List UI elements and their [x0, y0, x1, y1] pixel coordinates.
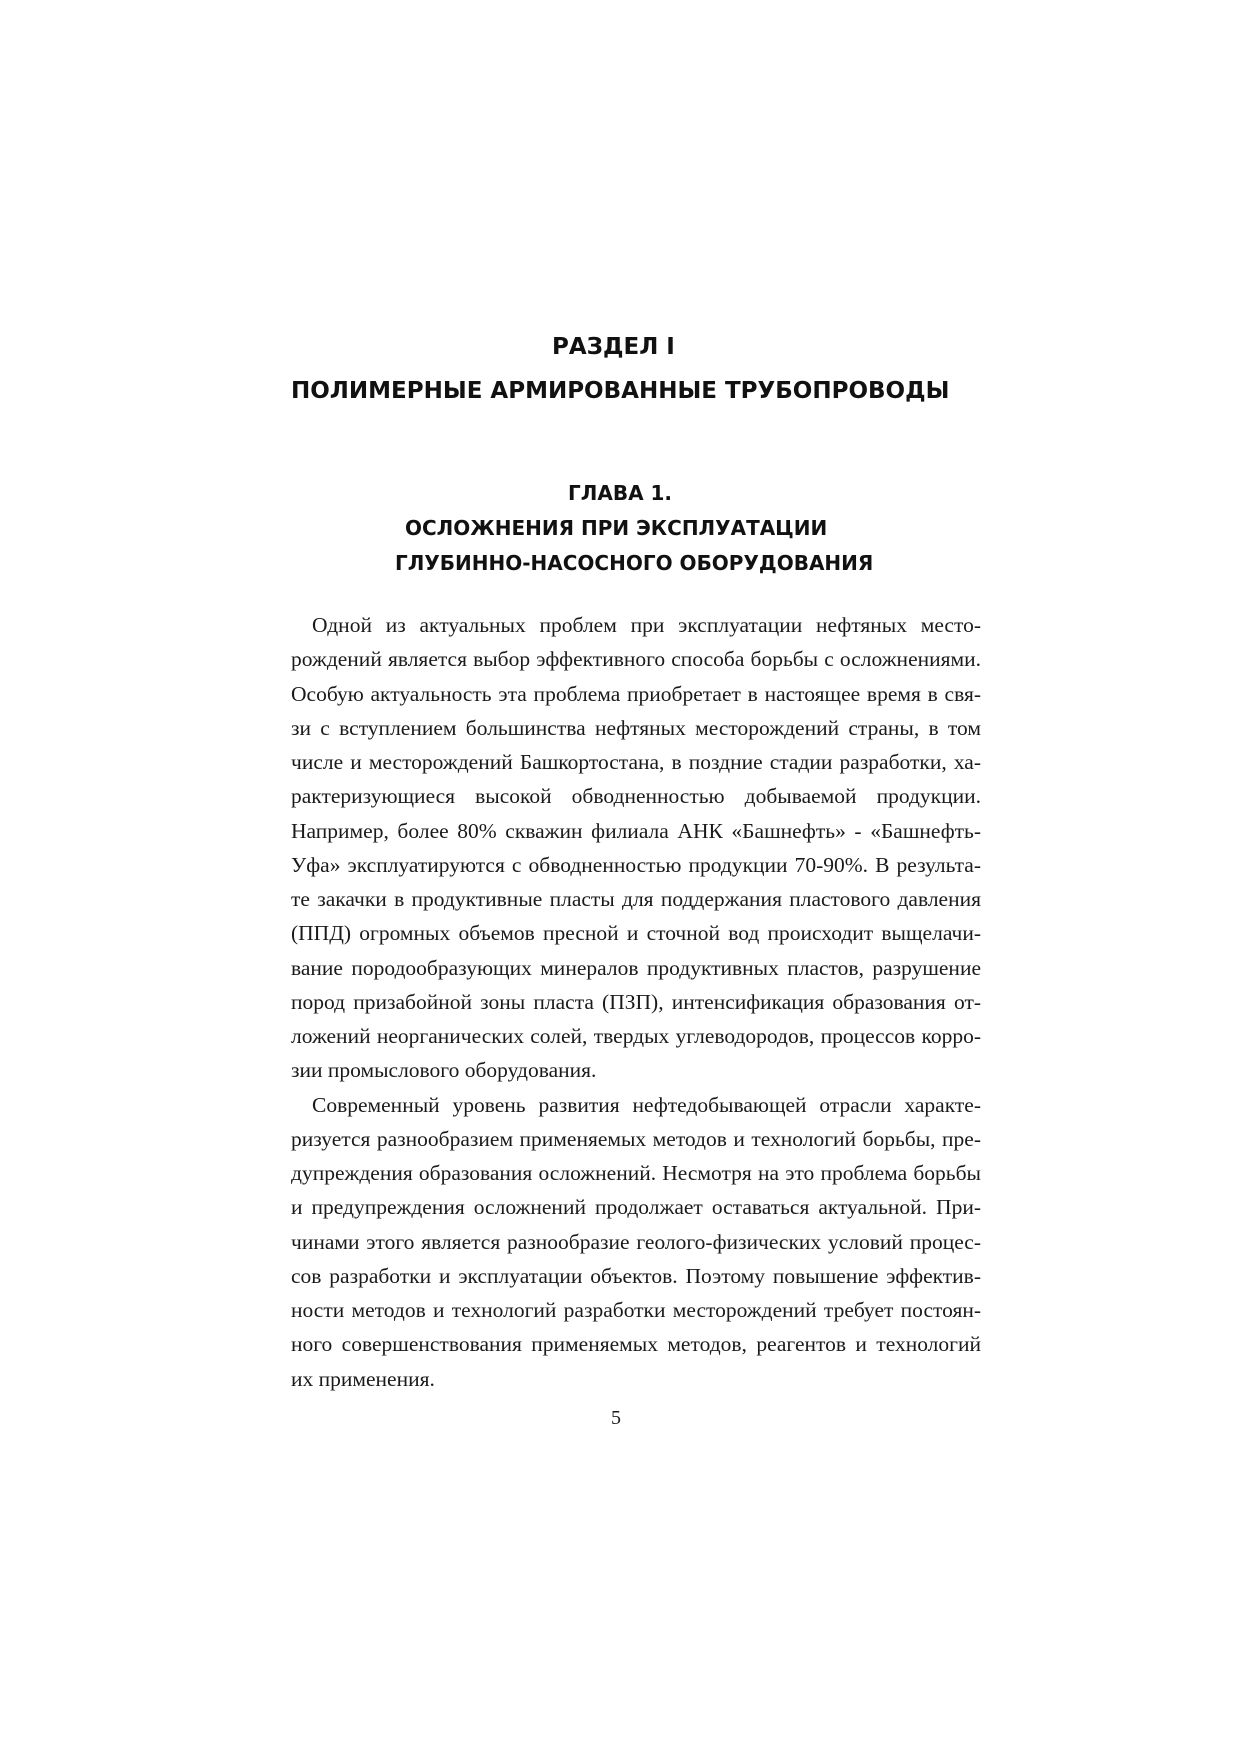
text-line: Особую актуальность эта проблема приобретает в настоящее время в свя-: [291, 681, 981, 706]
text-line: ложений неорганических солей, твердых углеводородов, процессов корро-: [291, 1024, 981, 1048]
chapter-title-line-1: ОСЛОЖНЕНИЯ ПРИ ЭКСПЛУАТАЦИИ: [405, 516, 828, 540]
text-line: Например, более 80% скважин филиала АНК «Башнефть» - «Башнефть-: [291, 818, 981, 843]
text-line: вание породообразующих минералов продуктивных пластов, разрушение: [291, 955, 981, 980]
text-line: рождений является выбор эффективного способа борьбы с осложнениями.: [291, 647, 981, 672]
text-line: рактеризующиеся высокой обводненностью добываемой продукции.: [291, 784, 981, 809]
section-title: ПОЛИМЕРНЫЕ АРМИРОВАННЫЕ ТРУБОПРОВОДЫ: [291, 378, 950, 404]
text-line: зии промыслового оборудования.: [291, 1058, 597, 1083]
text-line: Одной из актуальных проблем при эксплуатации нефтяных место-: [312, 613, 981, 637]
text-line: ризуется разнообразием применяемых методов и технологий борьбы, пре-: [291, 1126, 981, 1151]
text-line: числе и месторождений Башкортостана, в поздние стадии разработки, ха-: [291, 750, 981, 774]
text-line: зи с вступлением большинства нефтяных месторождений страны, в том: [291, 715, 981, 740]
text-line: дупреждения образования осложнений. Несмотря на это проблема борьбы: [291, 1161, 981, 1185]
text-line: и предупреждения осложнений продолжает оставаться актуальной. При-: [291, 1195, 981, 1220]
text-line: их применения.: [291, 1366, 435, 1391]
page-number: 5: [611, 1407, 621, 1429]
paragraph-2: [291, 1088, 981, 1396]
text-line: (ППД) огромных объемов пресной и сточной вод происходит выщелачи-: [291, 921, 981, 946]
text-line: Современный уровень развития нефтедобывающей отрасли характе-: [312, 1092, 981, 1117]
text-line: ного совершенствования применяемых методов, реагентов и технологий: [291, 1332, 981, 1357]
section-number: РАЗДЕЛ I: [552, 334, 675, 360]
text-line: Уфа» эксплуатируются с обводненностью продукции 70-90%. В результа-: [291, 852, 981, 877]
text-line: чинами этого является разнообразие геолого-физических условий процес-: [291, 1229, 981, 1254]
chapter-number: ГЛАВА 1.: [568, 481, 673, 505]
body-text: [291, 608, 981, 1396]
paragraph-1: [291, 608, 981, 1088]
text-line: те закачки в продуктивные пласты для поддержания пластового давления: [291, 887, 981, 911]
text-line: сов разработки и эксплуатации объектов. Поэтому повышение эффектив-: [291, 1263, 981, 1288]
text-line: ности методов и технологий разработки месторождений требует постоян-: [291, 1298, 981, 1322]
text-line: пород призабойной зоны пласта (ПЗП), интенсификация образования от-: [291, 989, 981, 1014]
chapter-title-line-2: ГЛУБИННО-НАСОСНОГО ОБОРУДОВАНИЯ: [395, 551, 874, 575]
